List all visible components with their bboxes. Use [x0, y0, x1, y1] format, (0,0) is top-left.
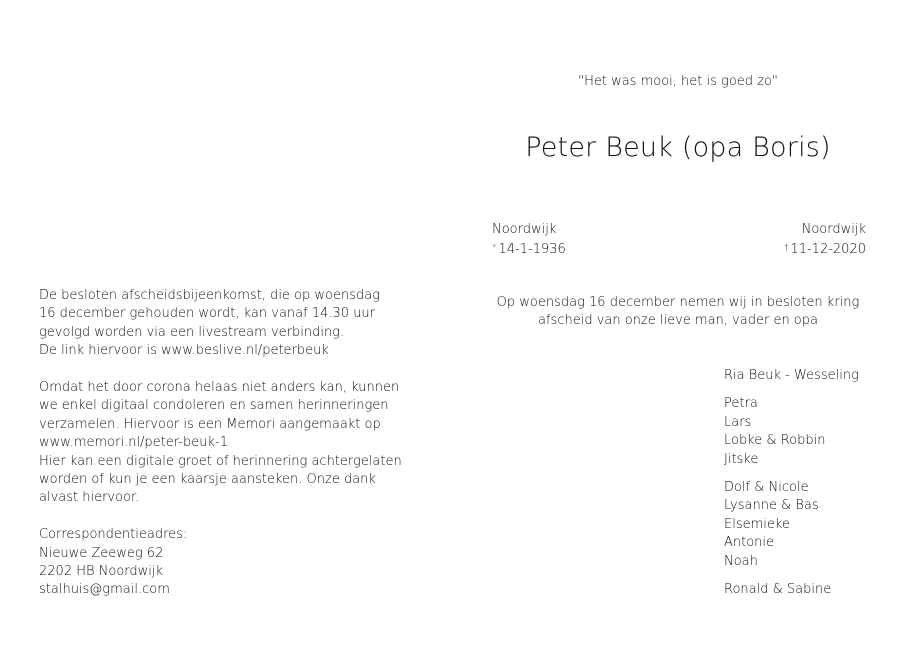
paragraph-line: we enkel digitaal condoleren en samen herinneringen	[39, 398, 389, 414]
family-member: Ria Beuk - Wesseling	[724, 368, 859, 383]
death-date: 11-12-2020	[790, 242, 866, 257]
correspondence-heading: Correspondentieadres:	[39, 527, 188, 543]
birth-date: 14-1-1936	[498, 242, 566, 257]
death-date-line	[784, 239, 866, 259]
correspondence-address	[39, 526, 419, 600]
paragraph-line: Hier kan een digitale groet of herinnering achtergelaten	[39, 453, 402, 469]
memori-paragraph	[39, 379, 419, 508]
paragraph-line: worden of kun je een kaarsje aansteken. Onze dank	[39, 472, 376, 488]
family-member: Lysanne & Bas	[724, 498, 819, 514]
family-member: Ronald & Sabine	[724, 582, 832, 598]
family-member: Lars	[724, 414, 752, 430]
paragraph-line: verzamelen. Hiervoor is een Memori aangemaakt op	[39, 416, 381, 432]
family-group-spouse	[724, 367, 859, 385]
paragraph-line: De link hiervoor is www.beslive.nl/peterbeuk	[39, 343, 329, 359]
paragraph-line: De besloten afscheidsbijeenkomst, die op woensdag	[39, 288, 381, 303]
family-member: Petra	[724, 396, 758, 412]
correspondence-postal-city: 2202 HB Noordwijk	[39, 564, 164, 580]
paragraph-line: alvast hiervoor.	[39, 490, 140, 506]
announcement-line: afscheid van onze lieve man, vader en opa	[538, 313, 818, 328]
paragraph-line: 16 december gehouden wordt, kan vanaf 14.30 uur	[39, 306, 376, 322]
announcement-line: Op woensdag 16 december nemen wij in besloten kring	[496, 295, 860, 310]
deceased-name: Peter Beuk (opa Boris)	[525, 132, 831, 163]
practical-info	[39, 287, 419, 618]
livestream-paragraph	[39, 287, 419, 361]
quote: "Het was mooi, het is goed zo"	[578, 74, 778, 89]
paragraph-line: Omdat het door corona helaas niet anders kan, kunnen	[39, 380, 400, 396]
birth-symbol: *	[492, 243, 497, 253]
family-member: Noah	[724, 553, 758, 569]
family-member: Dolf & Nicole	[724, 480, 809, 496]
correspondence-email: stalhuis@gmail.com	[39, 582, 170, 598]
family-group-1	[724, 395, 859, 469]
birth-info	[492, 221, 566, 259]
death-place: Noordwijk	[801, 222, 866, 237]
family-member: Elsemieke	[724, 516, 790, 532]
family-group-3	[724, 581, 859, 599]
family-member: Antonie	[724, 535, 775, 551]
death-symbol: †	[783, 243, 789, 253]
paragraph-line: gevolgd worden via een livestream verbinding.	[39, 324, 345, 340]
birth-place: Noordwijk	[492, 222, 557, 237]
announcement	[490, 294, 866, 330]
birth-date-line	[492, 239, 566, 259]
family-member: Jitske	[724, 451, 759, 467]
correspondence-street: Nieuwe Zeeweg 62	[39, 545, 164, 561]
family-group-2	[724, 479, 859, 571]
family-member: Lobke & Robbin	[724, 433, 826, 449]
death-info	[784, 221, 866, 259]
paragraph-line: www.memori.nl/peter-beuk-1	[39, 435, 228, 451]
family-list	[724, 367, 859, 609]
